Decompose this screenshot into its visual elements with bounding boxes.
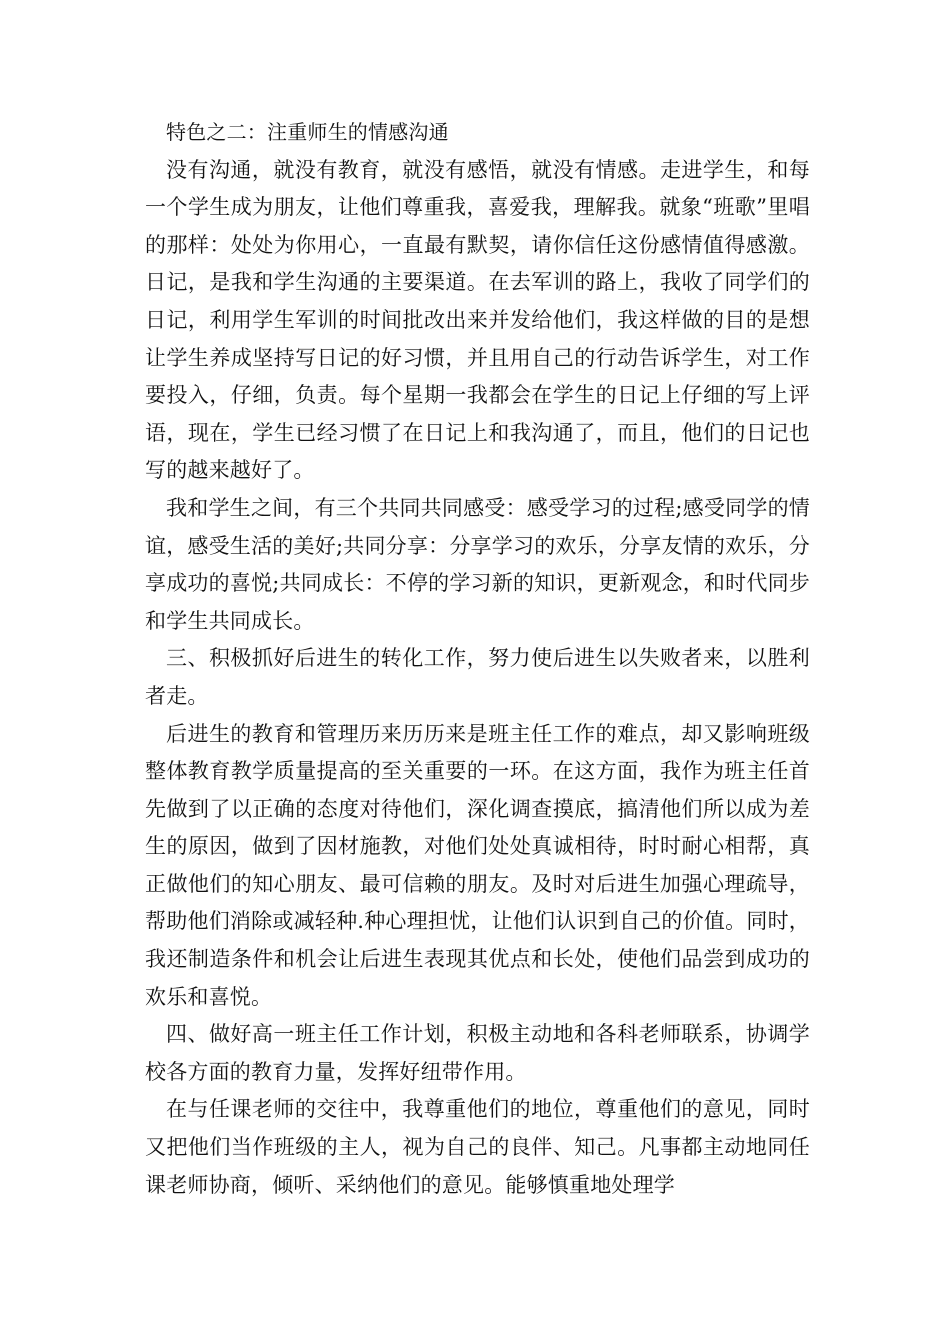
paragraph-teacher-cooperation: 在与任课老师的交往中，我尊重他们的地位，尊重他们的意见，同时又把他们当作班级的主人，视为自己的良伴、知己。凡事都主动地同任课老师协商，倾听、采纳他们的意见。能够慎重地处理学 [145, 1097, 810, 1197]
document-body [145, 114, 810, 1204]
paragraph-shared-experiences: 我和学生之间，有三个共同共同感受：感受学习的过程;感受同学的情谊，感受生活的美好;共同分享：分享学习的欢乐，分享友情的欢乐，分享成功的喜悦;共同成长：不停的学习新的知识，更新观念，和时代同步和学生共同成长。 [145, 495, 810, 633]
paragraph-section-four-title: 四、做好高一班主任工作计划，积极主动地和各科老师联系，协调学校各方面的教育力量，发挥好纽带作用。 [145, 1022, 810, 1084]
paragraph-section-three-title: 三、积极抓好后进生的转化工作，努力使后进生以失败者来，以胜利者走。 [145, 646, 810, 708]
section-heading: 特色之二：注重师生的情感沟通 [166, 120, 449, 144]
paragraph-underachievers: 后进生的教育和管理历来历历来是班主任工作的难点，却又影响班级整体教育教学质量提高的至关重要的一环。在这方面，我作为班主任首先做到了以正确的态度对待他们，深化调查摸底，搞清他们所以成为差生的原因，做到了因材施教，对他们处处真诚相待，时时耐心相帮，真正做他们的知心朋友、最可信赖的朋友。及时对后进生加强心理疏导，帮助他们消除或减轻种.种心理担忧，让他们认识到自己的价值。同时，我还制造条件和机会让后进生表现其优点和长处，使他们品尝到成功的欢乐和喜悦。 [145, 721, 810, 1009]
paragraph-communication: 没有沟通，就没有教育，就没有感悟，就没有情感。走进学生，和每一个学生成为朋友，让他们尊重我，喜爱我，理解我。就象“班歌”里唱的那样：处处为你用心，一直最有默契，请你信任这份感情值得感激。日记，是我和学生沟通的主要渠道。在去军训的路上，我收了同学们的日记，利用学生军训的时间批改出来并发给他们，我这样做的目的是想让学生养成坚持写日记的好习惯，并且用自己的行动告诉学生，对工作要投入，仔细，负责。每个星期一我都会在学生的日记上仔细的写上评语，现在，学生已经习惯了在日记上和我沟通了，而且，他们的日记也写的越来越好了。 [145, 157, 810, 483]
